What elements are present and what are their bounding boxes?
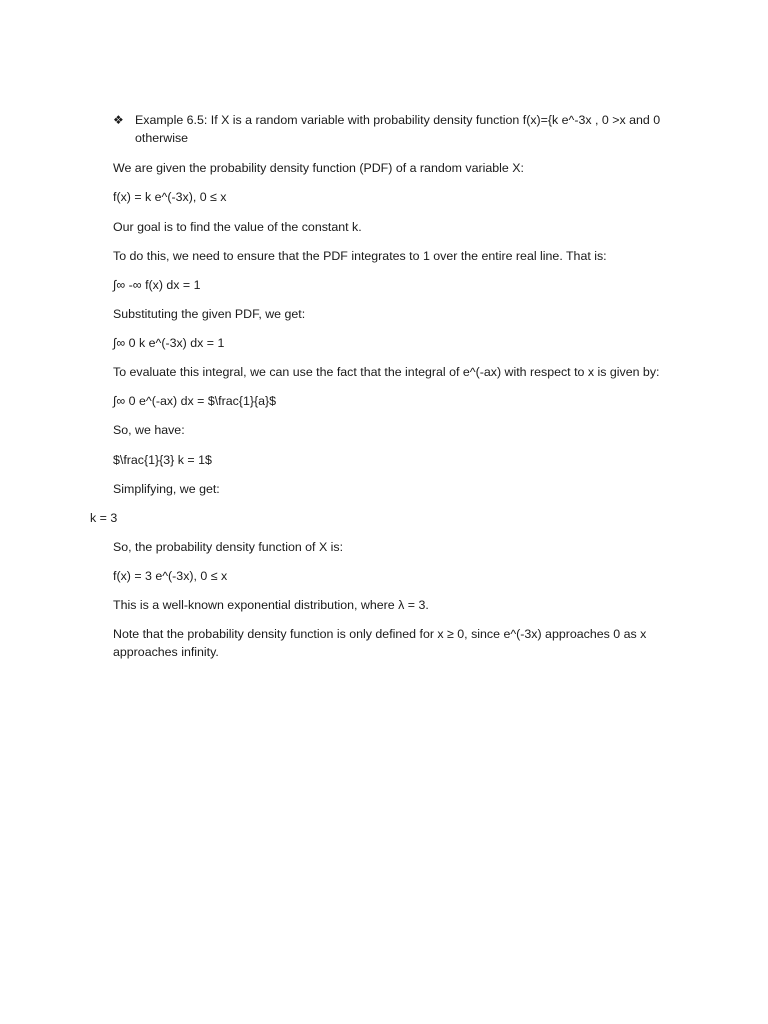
paragraph-integrate: To do this, we need to ensure that the PDF integrates to 1 over the entire real line. That is:	[113, 249, 607, 263]
paragraph-pdf-of-x: So, the probability density function of X is:	[113, 540, 344, 554]
equation-final-pdf: f(x) = 3 e^(-3x), 0 ≤ x	[113, 569, 228, 583]
example-bullet-item	[113, 111, 683, 147]
equation-k-value: k = 3	[90, 511, 118, 525]
equation-normalization: ∫∞ -∞ f(x) dx = 1	[113, 278, 201, 292]
paragraph-exponential: This is a well-known exponential distribution, where λ = 3.	[113, 598, 429, 612]
equation-integral-formula: ∫∞ 0 e^(-ax) dx = $\frac{1}{a}$	[113, 394, 277, 408]
paragraph-so-we-have: So, we have:	[113, 423, 185, 437]
equation-substituted: ∫∞ 0 k e^(-3x) dx = 1	[113, 336, 225, 350]
equation-pdf: f(x) = k e^(-3x), 0 ≤ x	[113, 190, 227, 204]
paragraph-goal: Our goal is to find the value of the constant k.	[113, 220, 362, 234]
paragraph-intro: We are given the probability density function (PDF) of a random variable X:	[113, 161, 524, 175]
paragraph-evaluate: To evaluate this integral, we can use the fact that the integral of e^(-ax) with respect to x is given by:	[113, 365, 660, 379]
diamond-bullet-icon: ❖	[113, 113, 124, 127]
paragraph-note: Note that the probability density function is only defined for x ≥ 0, since e^(-3x) approaches 0 as x approaches infinity.	[113, 627, 647, 659]
example-statement: Example 6.5: If X is a random variable with probability density function f(x)={k e^-3x , 0 >x and 0 otherwise	[135, 113, 661, 145]
equation-third-k: $\frac{1}{3} k = 1$	[113, 453, 212, 467]
paragraph-substitute: Substituting the given PDF, we get:	[113, 307, 306, 321]
paragraph-simplifying: Simplifying, we get:	[113, 482, 220, 496]
